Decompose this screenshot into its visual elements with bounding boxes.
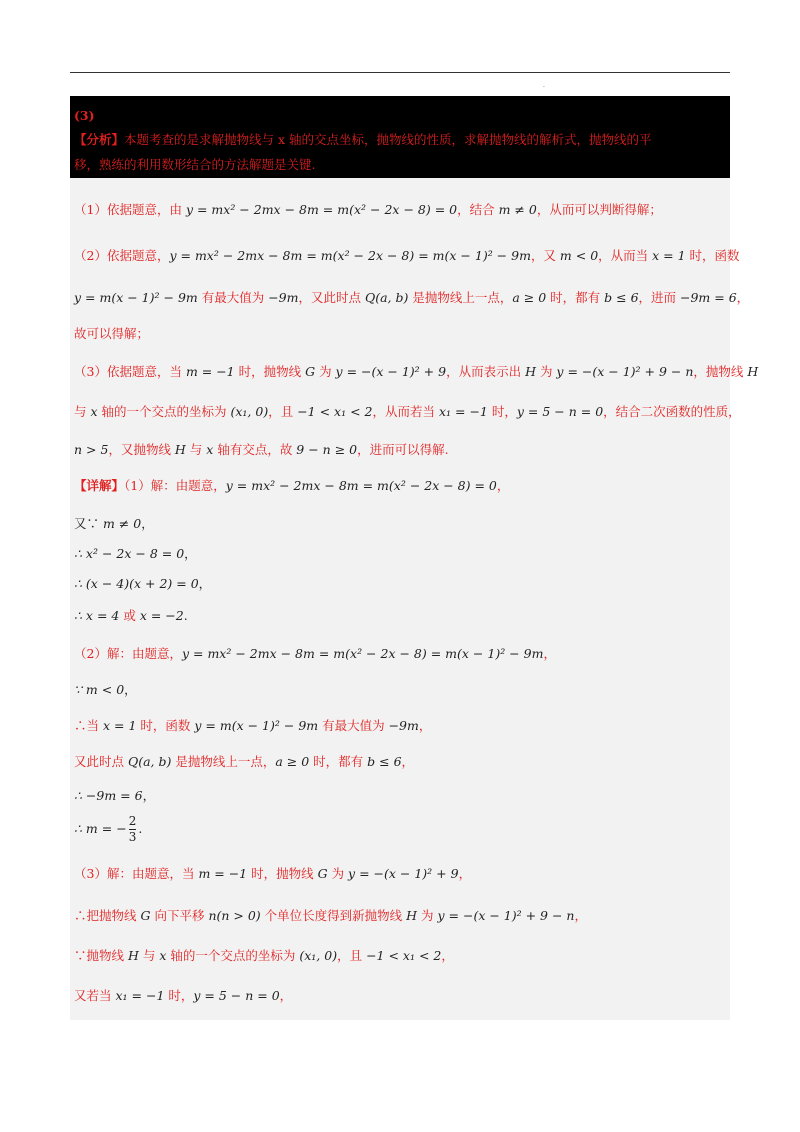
equation: m ≠ 0 <box>498 202 537 217</box>
detail-line-11 <box>74 814 726 845</box>
text: 个单位长度得到新抛物线 <box>260 908 407 923</box>
equation: x <box>206 442 214 457</box>
text: ， <box>184 546 197 561</box>
text: 向下平移 <box>150 908 209 923</box>
equation: x = 1 <box>102 718 137 733</box>
equation: y = mx² − 2mx − 8m = m(x² − 2x − 8) = m(x − 1)² − 9m <box>169 248 531 263</box>
equation: H <box>406 908 418 923</box>
text: 时， <box>487 404 517 419</box>
detail-line-12 <box>74 864 726 882</box>
text: 又此时点 <box>74 754 128 769</box>
analysis-line-1 <box>74 128 724 152</box>
text: ， <box>418 718 432 733</box>
fraction <box>129 814 137 845</box>
text: ∴把抛物线 <box>74 908 141 923</box>
detail-label: 【详解】 <box>74 478 125 493</box>
equation: y = −(x − 1)² + 9 <box>348 866 459 881</box>
equation: m ≠ 0 <box>102 516 142 531</box>
equation: H <box>747 364 759 379</box>
text: 时，函数 <box>685 248 740 263</box>
text: 与 <box>74 404 91 419</box>
text: ，又此时点 <box>298 290 365 305</box>
equation: y = m(x − 1)² − 9m <box>194 718 319 733</box>
detail-line-15 <box>74 986 726 1004</box>
text: 又若当 <box>74 988 116 1003</box>
text: ，从而可以判断得解； <box>536 202 662 217</box>
text: . <box>183 608 188 623</box>
text: ， <box>736 290 750 305</box>
text: 为 <box>417 908 438 923</box>
equation: y = mx² − 2mx − 8m = m(x² − 2x − 8) = m(x − 1)² − 9m <box>181 646 544 661</box>
text: 是抛物线上一点， <box>408 290 513 305</box>
text: ，且 <box>268 404 298 419</box>
equation: y = −(x − 1)² + 9 − n <box>556 364 694 379</box>
text: ，进而可以得解. <box>357 442 449 457</box>
text: 有最大值为 <box>197 290 269 305</box>
detail-line-7 <box>74 680 726 698</box>
equation: ∵ m < 0 <box>74 682 125 697</box>
equation: y = 5 − n = 0 <box>193 988 280 1003</box>
text: 故可以得解； <box>74 326 150 341</box>
text: （3）解：由题意，当 <box>74 866 199 881</box>
text: 轴的一个交点的坐标为 <box>97 404 231 419</box>
hint-line-5 <box>74 362 759 380</box>
equation: 9 − n ≥ 0 <box>296 442 358 457</box>
text: （1）依据题意，由 <box>74 202 186 217</box>
analysis-label: 【分析】 <box>74 132 125 148</box>
solution-block <box>70 96 759 1020</box>
hint-line-2 <box>74 246 740 264</box>
hint-line-6 <box>74 402 741 420</box>
detail-line-14 <box>74 946 726 964</box>
text: ，又 <box>530 248 560 263</box>
detail-line-5 <box>74 606 726 624</box>
equation: ∴ x = 4 <box>74 608 120 623</box>
equation: y = −(x − 1)² + 9 <box>335 364 447 379</box>
header-dot: . <box>543 82 545 89</box>
equation: a ≥ 0 <box>512 290 547 305</box>
text: ，抛物线 <box>693 364 748 379</box>
equation: b ≤ 6 <box>367 754 402 769</box>
text: ，从而当 <box>598 248 653 263</box>
analysis-line-2: 移，熟练的利用数形结合的方法解题是关键. <box>74 156 316 172</box>
equation: Q(a, b) <box>364 290 409 305</box>
equation: y = mx² − 2mx − 8m = m(x² − 2x − 8) = 0 <box>225 478 497 493</box>
text: （2）解：由题意， <box>74 646 182 661</box>
equation: −1 < x₁ < 2 <box>366 948 442 963</box>
text: ， <box>142 788 156 803</box>
equation: n > 5 <box>74 442 109 457</box>
text: ， <box>279 988 293 1003</box>
text: 轴有交点，故 <box>213 442 297 457</box>
text: ，进而 <box>638 290 680 305</box>
text: ∴当 <box>74 718 103 733</box>
text: ∵抛物线 <box>74 948 128 963</box>
detail-line-9 <box>74 752 726 770</box>
equation: y = m(x − 1)² − 9m <box>74 290 198 305</box>
analysis-header <box>70 96 730 178</box>
text: ，结合 <box>457 202 499 217</box>
text: 或 <box>119 608 140 623</box>
text: 时，函数 <box>136 718 195 733</box>
equation: (x₁, 0) <box>230 404 269 419</box>
denominator: 3 <box>128 830 137 844</box>
text: 时，抛物线 <box>247 866 318 881</box>
equation: (x₁, 0) <box>299 948 338 963</box>
equation: H <box>525 364 536 379</box>
text: 是抛物线上一点， <box>171 754 276 769</box>
text: . <box>138 821 143 836</box>
text: ，又抛物线 <box>108 442 175 457</box>
text: ， <box>458 866 472 881</box>
text: 为 <box>315 364 336 379</box>
equation: −9m <box>268 290 299 305</box>
equation: ∴ x² − 2x − 8 = 0 <box>74 546 185 561</box>
detail-line-6 <box>74 644 726 662</box>
text: 时，抛物线 <box>234 364 306 379</box>
text: ， <box>198 576 212 591</box>
equation: y = −(x − 1)² + 9 − n <box>437 908 575 923</box>
equation: m < 0 <box>559 248 599 263</box>
text: （3）依据题意，当 <box>74 364 186 379</box>
equation: x₁ = −1 <box>438 404 488 419</box>
equation: x = 1 <box>652 248 686 263</box>
equation: x <box>159 948 167 963</box>
equation: b ≤ 6 <box>604 290 639 305</box>
equation: G <box>305 364 316 379</box>
text: ， <box>496 478 510 493</box>
equation: H <box>174 442 186 457</box>
equation: m = −1 <box>198 866 248 881</box>
equation: −9m <box>388 718 419 733</box>
text: 为 <box>535 364 557 379</box>
equation: n(n > 0) <box>208 908 261 923</box>
equation: x₁ = −1 <box>115 988 165 1003</box>
text: ， <box>401 754 415 769</box>
text: ，从而若当 <box>372 404 439 419</box>
equation: G <box>140 908 151 923</box>
text: ， <box>124 682 137 697</box>
text: ，且 <box>337 948 367 963</box>
detail-line-1 <box>74 476 726 494</box>
hint-line-1 <box>74 200 726 218</box>
detail-line-2 <box>74 514 726 532</box>
equation: −1 < x₁ < 2 <box>297 404 373 419</box>
analysis-text-1: 本题考查的是求解抛物线与 x 轴的交点坐标，抛物线的性质，求解抛物线的解析式，抛物线的平 <box>124 132 652 148</box>
equation: G <box>317 866 328 881</box>
text: ， <box>441 948 454 963</box>
equation: m = −1 <box>185 364 235 379</box>
part-number: (3) <box>74 108 95 123</box>
numerator: 2 <box>128 814 137 828</box>
equation: x = −2 <box>139 608 184 623</box>
equation: ∴ −9m = 6 <box>74 788 143 803</box>
detail-line-10 <box>74 786 726 804</box>
text: （2）依据题意， <box>74 248 170 263</box>
text: 与 <box>138 948 160 963</box>
hint-line-3 <box>74 288 750 306</box>
text: （1）解：由题意， <box>124 478 226 493</box>
detail-line-13 <box>74 906 726 924</box>
text: 时，都有 <box>309 754 368 769</box>
hint-line-4 <box>74 324 726 342</box>
text: 与 <box>185 442 207 457</box>
equation: −9m = 6 <box>680 290 737 305</box>
text: 时， <box>164 988 194 1003</box>
text: 时，都有 <box>546 290 605 305</box>
hint-line-7 <box>74 440 726 458</box>
header-rule <box>70 72 730 73</box>
equation: x <box>90 404 98 419</box>
equation: a ≥ 0 <box>275 754 310 769</box>
text: 为 <box>327 866 349 881</box>
text: 又∵ <box>74 516 103 531</box>
text: 轴的一个交点的坐标为 <box>166 948 300 963</box>
text: ， <box>543 646 556 661</box>
equation: H <box>127 948 139 963</box>
text: ， <box>141 516 154 531</box>
text: ，结合二次函数的性质， <box>603 404 741 419</box>
text: ，从而表示出 <box>446 364 526 379</box>
equation: y = mx² − 2mx − 8m = m(x² − 2x − 8) = 0 <box>185 202 458 217</box>
equation: Q(a, b) <box>127 754 172 769</box>
detail-line-8 <box>74 716 726 734</box>
text: ， <box>574 908 587 923</box>
equation: y = 5 − n = 0 <box>516 404 604 419</box>
detail-line-4 <box>74 574 726 592</box>
text: 有最大值为 <box>318 718 389 733</box>
detail-line-3 <box>74 544 726 562</box>
equation: ∴ (x − 4)(x + 2) = 0 <box>74 576 199 591</box>
equation: ∴ m = − <box>74 821 127 836</box>
